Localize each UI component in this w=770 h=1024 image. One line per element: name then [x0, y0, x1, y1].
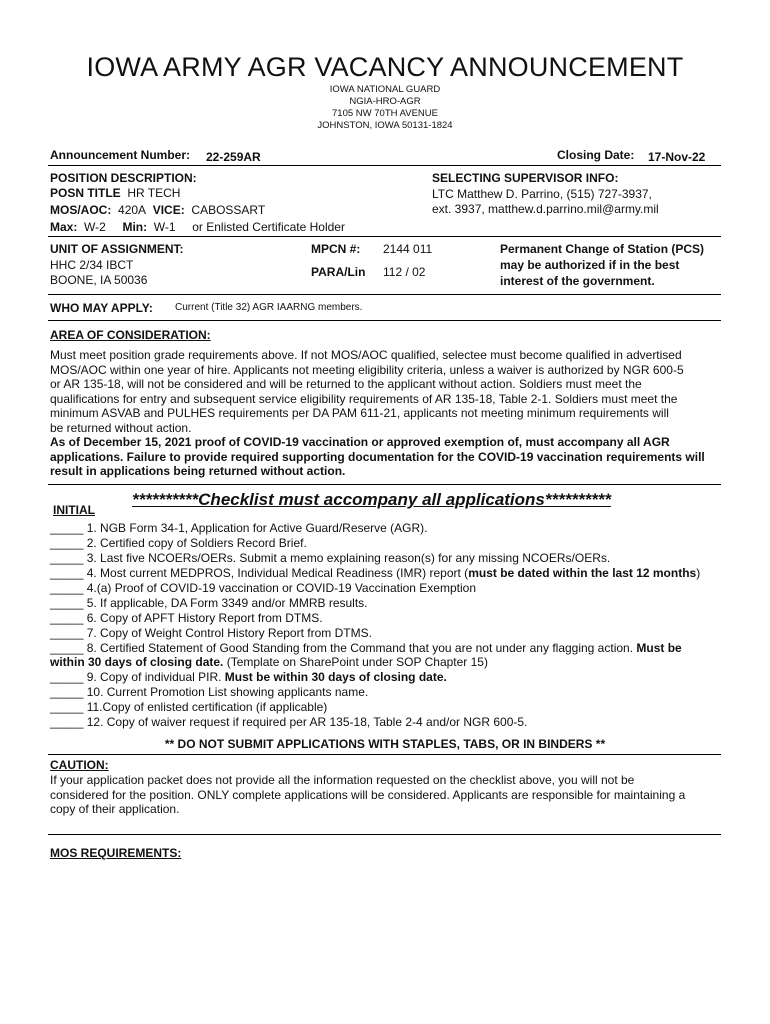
- closing-date-label: Closing Date:: [557, 148, 635, 162]
- checklist-item: [50, 641, 730, 656]
- checklist-item-text: 6. Copy of APFT History Report from DTMS.: [86, 611, 323, 625]
- checklist-item-text: 2. Certified copy of Soldiers Record Brief.: [86, 536, 307, 550]
- caution-line: If your application packet does not provide all the information requested on the checklist above, you will not be: [50, 773, 635, 787]
- checklist-item-text: 4.(a) Proof of COVID-19 vaccination or COVID-19 Vaccination Exemption: [86, 581, 476, 595]
- checklist-item-text: ): [696, 566, 701, 580]
- divider: [48, 834, 721, 835]
- page-title: IOWA ARMY AGR VACANCY ANNOUNCEMENT: [86, 52, 684, 82]
- posn-title-value: HR TECH: [127, 186, 181, 200]
- checklist-item: [50, 700, 730, 715]
- initial-blank[interactable]: _____: [50, 566, 84, 580]
- checklist-item-emphasis: Must be: [636, 641, 682, 655]
- announcement-number: 22-259AR: [206, 150, 261, 164]
- para-label: PARA/Lin: [311, 265, 366, 279]
- mos-row: [50, 203, 265, 217]
- max-value: W-2: [84, 220, 106, 234]
- no-staples-notice: ** DO NOT SUBMIT APPLICATIONS WITH STAPLES, TABS, OR IN BINDERS **: [164, 737, 606, 751]
- checklist-item-text: 5. If applicable, DA Form 3349 and/or MMRB results.: [86, 596, 368, 610]
- initial-blank[interactable]: _____: [50, 521, 84, 535]
- checklist-item-text: (Template on SharePoint under SOP Chapter 15): [223, 655, 488, 669]
- area-line: be returned without action.: [50, 420, 192, 435]
- max-label: Max:: [50, 220, 78, 234]
- checklist-item: [50, 715, 730, 730]
- checklist-item-text: 10. Current Promotion List showing applicants name.: [86, 685, 369, 699]
- checklist-item-emphasis: Must be within 30 days of closing date.: [224, 670, 447, 684]
- checklist-item-text: 8. Certified Statement of Good Standing from the Command that you are not under any flagging action.: [86, 641, 637, 655]
- unit-location: BOONE, IA 50036: [50, 273, 148, 287]
- pcs-line3: interest of the government.: [500, 274, 655, 288]
- mos-value: 420A: [118, 203, 147, 217]
- closing-date: 17-Nov-22: [648, 150, 706, 164]
- street-address: 7105 NW 70TH AVENUE: [332, 108, 438, 119]
- initial-label: INITIAL: [53, 503, 95, 517]
- initial-blank[interactable]: _____: [50, 715, 84, 729]
- vice-label: VICE:: [152, 203, 185, 217]
- org-name: IOWA NATIONAL GUARD: [329, 84, 441, 95]
- area-line: qualifications for entry and subsequent service eligibility requirements of AR 135-18, Table 2-1. Soldiers must meet the: [50, 391, 678, 406]
- caution-line: copy of their application.: [50, 802, 180, 816]
- who-may-apply-value: Current (Title 32) AGR IAARNG members.: [175, 302, 363, 313]
- area-heading: AREA OF CONSIDERATION:: [50, 328, 211, 342]
- checklist-item-text: 4. Most current MEDPROS, Individual Medical Readiness (IMR) report (: [86, 566, 469, 580]
- divider: [48, 236, 721, 237]
- divider: [48, 320, 721, 321]
- checklist-item-emphasis: must be dated within the last 12 months: [468, 566, 697, 580]
- initial-blank[interactable]: _____: [50, 536, 84, 550]
- supervisor-line1: LTC Matthew D. Parrino, (515) 727-3937,: [432, 187, 652, 201]
- checklist-item: [50, 581, 730, 596]
- min-label: Min:: [122, 220, 148, 234]
- mpcn-label: MPCN #:: [311, 242, 361, 256]
- initial-blank[interactable]: _____: [50, 581, 84, 595]
- unit-value: HHC 2/34 IBCT: [50, 258, 134, 272]
- checklist-item-text: 9. Copy of individual PIR.: [86, 670, 225, 684]
- para-value: 112 / 02: [383, 265, 426, 279]
- min-value: W-1: [153, 220, 176, 234]
- posn-title-label: POSN TITLE: [50, 186, 121, 200]
- checklist-item-continuation: [50, 655, 730, 670]
- mos-label: MOS/AOC:: [50, 203, 112, 217]
- area-line: MOS/AOC within one year of hire. Applicants not meeting eligibility criteria, unless a waiver is authorized by NGR 600-5: [50, 362, 684, 377]
- initial-blank[interactable]: _____: [50, 641, 84, 655]
- area-paragraph: [50, 348, 722, 479]
- initial-blank[interactable]: _____: [50, 551, 84, 565]
- who-may-apply-label: WHO MAY APPLY:: [50, 301, 153, 315]
- covid-line: As of December 15, 2021 proof of COVID-19 vaccination or approved exemption of, must accompany all AGR: [50, 435, 670, 449]
- initial-blank[interactable]: _____: [50, 626, 84, 640]
- covid-line: applications. Failure to provide required supporting documentation for the COVID-19 vaccination requirements will: [50, 449, 705, 464]
- mpcn-value: 2144 011: [383, 242, 433, 256]
- initial-blank[interactable]: _____: [50, 611, 84, 625]
- checklist-item: [50, 536, 730, 551]
- position-description-label: POSITION DESCRIPTION:: [50, 171, 197, 185]
- caution-paragraph: [50, 773, 722, 817]
- divider: [48, 294, 721, 295]
- checklist-item-emphasis: within 30 days of closing date.: [50, 655, 224, 669]
- supervisor-label: SELECTING SUPERVISOR INFO:: [432, 171, 619, 185]
- area-line: Must meet position grade requirements above. If not MOS/AOC qualified, selectee must become qualified in advertised: [50, 348, 682, 362]
- checklist-item: [50, 626, 730, 641]
- pcs-line1: Permanent Change of Station (PCS): [500, 242, 705, 256]
- checklist-item: [50, 551, 730, 566]
- checklist-item: [50, 566, 730, 581]
- checklist-item: [50, 596, 730, 611]
- covid-line: result in applications being returned without action.: [50, 464, 346, 478]
- divider: [48, 484, 721, 485]
- announcement-number-label: Announcement Number:: [50, 148, 191, 162]
- area-line: minimum ASVAB and PULHES requirements per DA PAM 611-21, applicants not meeting minimum requirements will: [50, 406, 669, 420]
- checklist-item-text: 7. Copy of Weight Control History Report from DTMS.: [86, 626, 372, 640]
- posn-title-row: [50, 186, 180, 200]
- vice-value: CABOSSART: [191, 203, 266, 217]
- checklist-item: [50, 611, 730, 626]
- divider: [48, 165, 721, 166]
- enlisted-holder: or Enlisted Certificate Holder: [192, 220, 345, 234]
- caution-line: considered for the position. ONLY complete applications will be considered. Applicants are responsible for maintaining a: [50, 787, 686, 802]
- initial-blank[interactable]: _____: [50, 670, 84, 684]
- supervisor-line2: ext. 3937, matthew.d.parrino.mil@army.mil: [432, 202, 659, 216]
- checklist-item: [50, 521, 730, 536]
- checklist-item: [50, 685, 730, 700]
- area-line: or AR 135-18, will not be considered and will be returned to the applicant without action. Soldiers must meet the: [50, 377, 642, 391]
- checklist-item: [50, 670, 730, 685]
- initial-blank[interactable]: _____: [50, 700, 84, 714]
- divider: [48, 754, 721, 755]
- unit-label: UNIT OF ASSIGNMENT:: [50, 242, 184, 256]
- caution-heading: CAUTION:: [50, 758, 109, 772]
- checklist-item-text: 1. NGB Form 34-1, Application for Active Guard/Reserve (AGR).: [86, 521, 428, 535]
- grade-row: [50, 220, 345, 234]
- pcs-line2: may be authorized if in the best: [500, 258, 680, 272]
- initial-blank[interactable]: _____: [50, 685, 84, 699]
- checklist-item-text: 3. Last five NCOERs/OERs. Submit a memo explaining reason(s) for any missing NCOERs/OERs.: [86, 551, 611, 565]
- mos-requirements-heading: MOS REQUIREMENTS:: [50, 846, 182, 860]
- city-address: JOHNSTON, IOWA 50131-1824: [317, 120, 453, 131]
- checklist-item-text: 11.Copy of enlisted certification (if applicable): [86, 700, 328, 714]
- initial-blank[interactable]: _____: [50, 596, 84, 610]
- office-symbol: NGIA-HRO-AGR: [349, 96, 421, 107]
- checklist-item-text: 12. Copy of waiver request if required per AR 135-18, Table 2-4 and/or NGR 600-5.: [86, 715, 528, 729]
- checklist-title: **********Checklist must accompany all applications**********: [132, 490, 612, 509]
